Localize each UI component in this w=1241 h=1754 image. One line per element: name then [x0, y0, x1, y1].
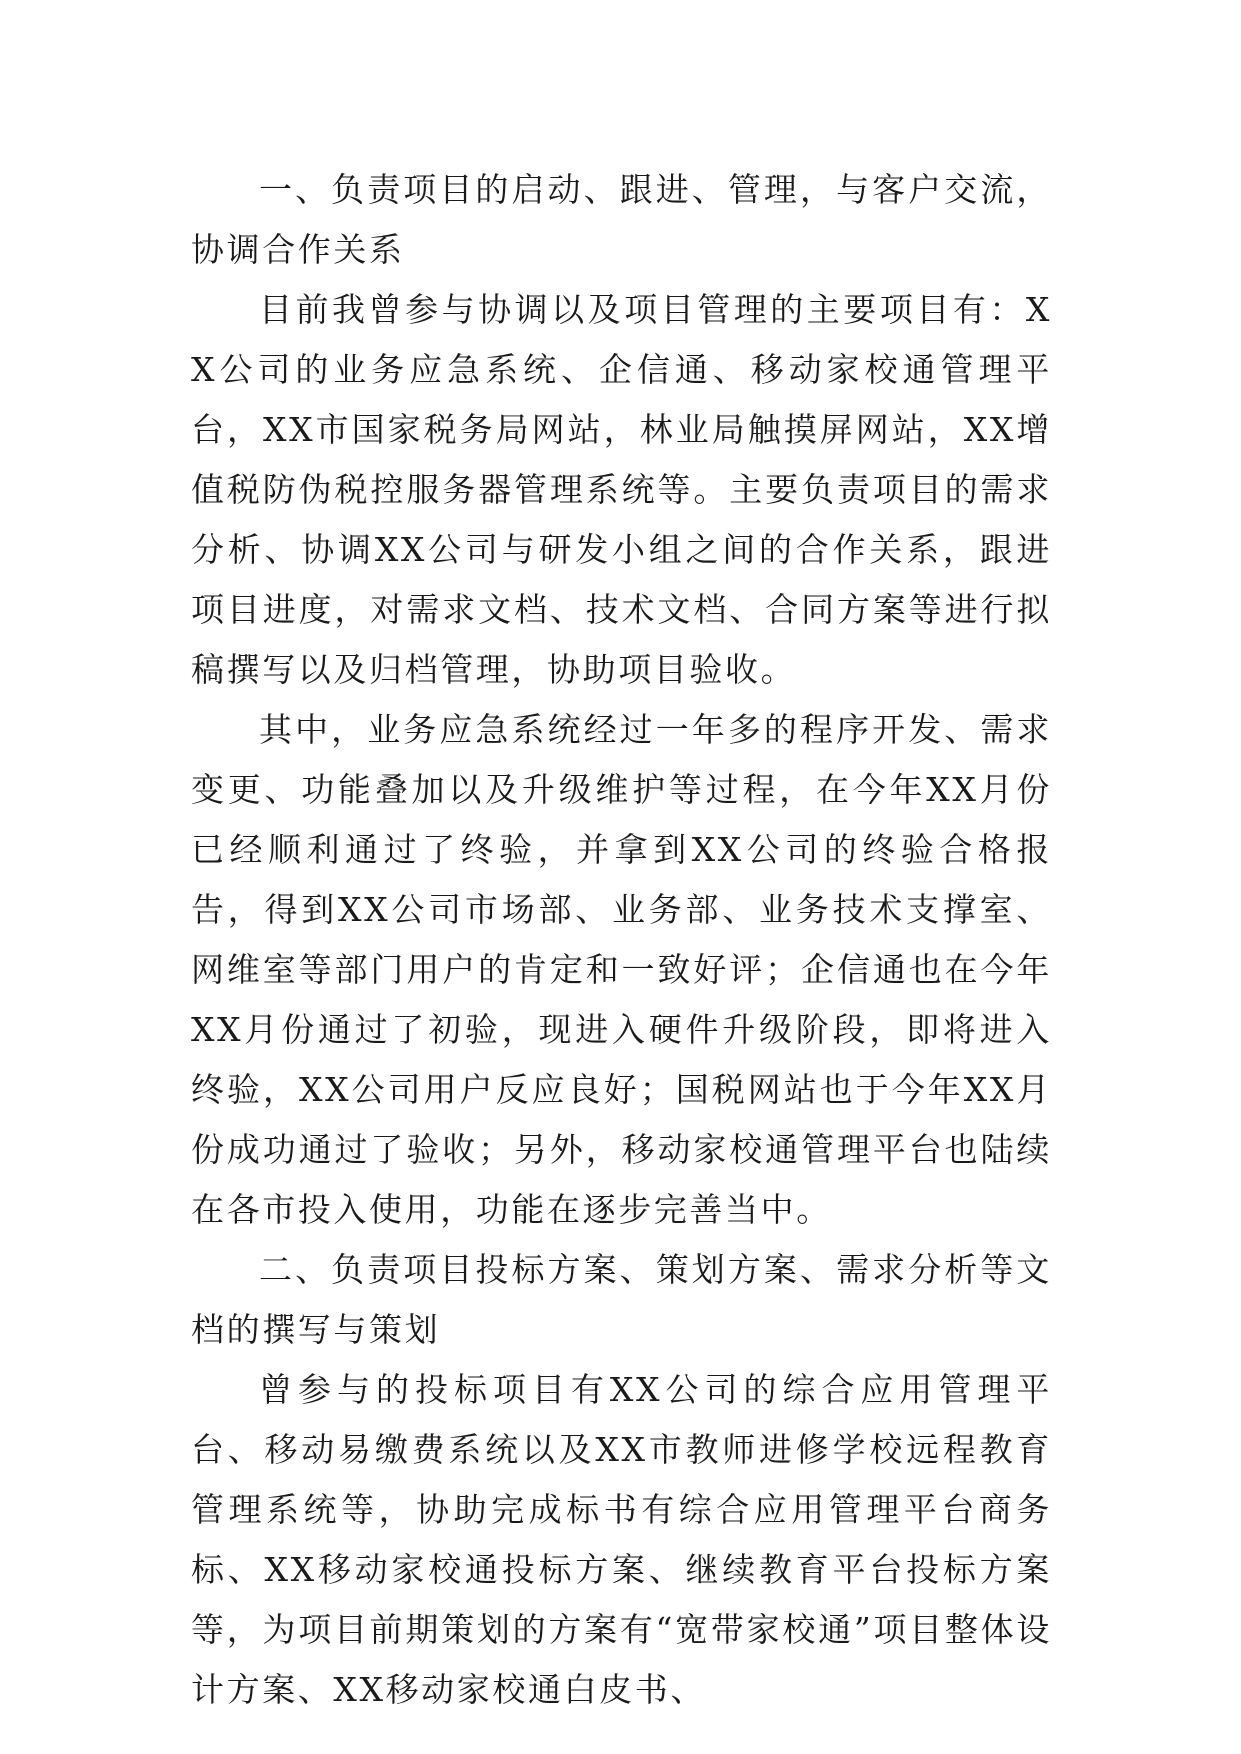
document-body — [191, 160, 1052, 1720]
section-heading-2: 二、负责项目投标方案、策划方案、需求分析等文档的撰写与策划 — [191, 1250, 1052, 1349]
body-paragraph: 曾参与的投标项目有XX公司的综合应用管理平台、移动易缴费系统以及XX市教师进修学校远程教育管理系统等，协助完成标书有综合应用管理平台商务标、XX移动家校通投标方案、继续教育平台投标方案等，为项目前期策划的方案有“宽带家校通”项目整体设计方案、XX移动家校通白皮书、 — [191, 1370, 1052, 1709]
section-heading-1: 一、负责项目的启动、跟进、管理，与客户交流，协调合作关系 — [191, 170, 1052, 269]
body-paragraph: 目前我曾参与协调以及项目管理的主要项目有：XX公司的业务应急系统、企信通、移动家校通管理平台，XX市国家税务局网站，林业局触摸屏网站，XX增值税防伪税控服务器管理系统等。主要负责项目的需求分析、协调XX公司与研发小组之间的合作关系，跟进项目进度，对需求文档、技术文档、合同方案等进行拟稿撰写以及归档管理，协助项目验收。 — [191, 290, 1052, 689]
body-paragraph: 其中，业务应急系统经过一年多的程序开发、需求变更、功能叠加以及升级维护等过程，在今年XX月份已经顺利通过了终验，并拿到XX公司的终验合格报告，得到XX公司市场部、业务部、业务技术支撑室、网维室等部门用户的肯定和一致好评；企信通也在今年XX月份通过了初验，现进入硬件升级阶段，即将进入终验，XX公司用户反应良好；国税网站也于今年XX月份成功通过了验收；另外，移动家校通管理平台也陆续在各市投入使用，功能在逐步完善当中。 — [191, 710, 1052, 1229]
